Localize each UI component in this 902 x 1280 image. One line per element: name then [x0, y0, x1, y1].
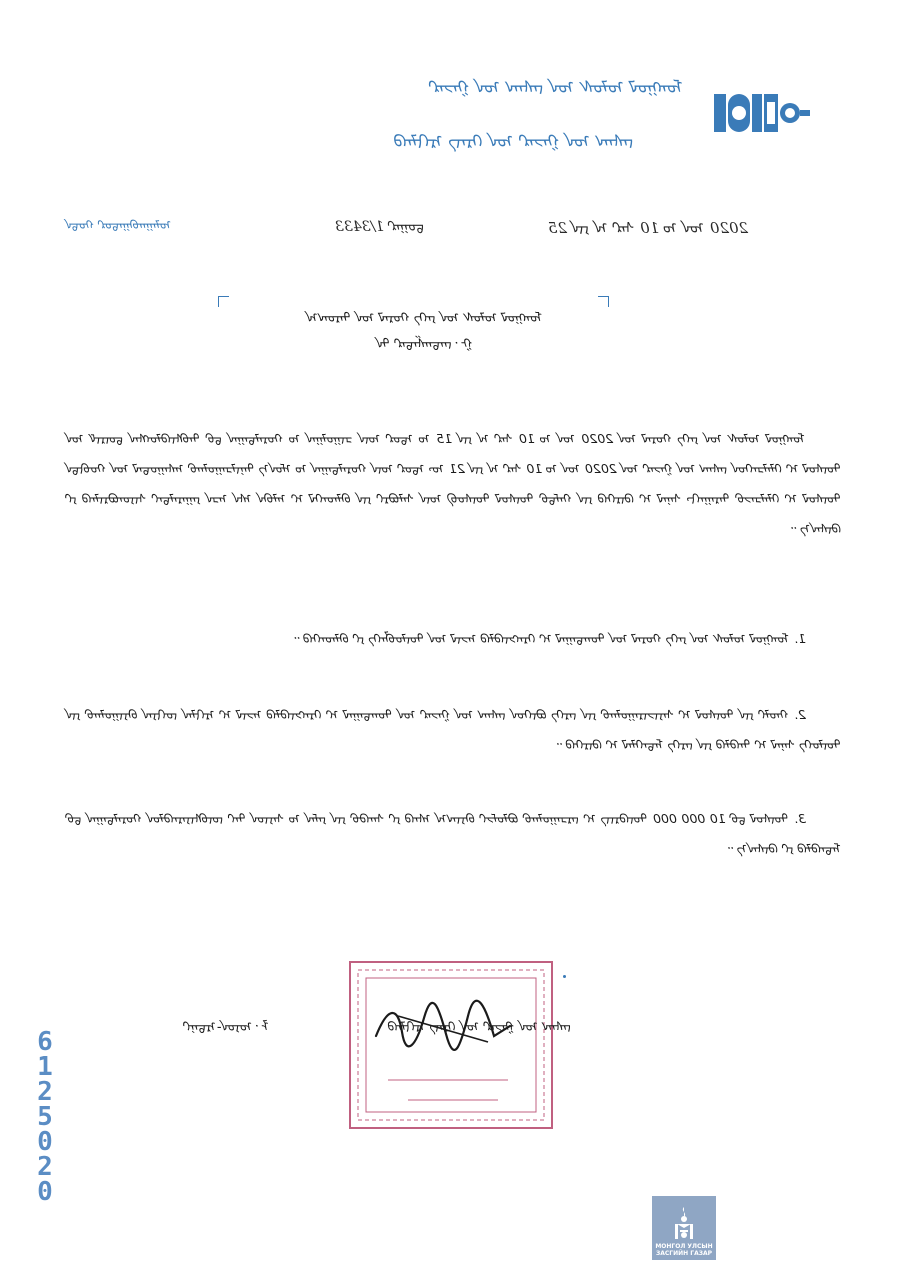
addressee-block: [250, 306, 600, 358]
government-logo: [652, 1196, 716, 1260]
gov-logo-text-2: ЗАСГИЙН ГАЗАР: [655, 1250, 713, 1257]
body-paragraph-1: ᠮᠣᠩᠭᠣᠯ ᠤᠯᠤᠰ ᠤᠨ ᠶᠡᠬᠡ ᠬᠤᠷᠠᠯ ᠤᠨ 2020 ᠣᠨ ᠤ 10 ᠰᠠᠷ ᠠ ᠶᠢᠨ 15 ᠤ ᠡᠳᠦᠷ ᠦᠨ ᠴᠢᠭᠤᠯᠭᠠᠨ ᠤ ᠬᠤᠷᠠᠯᠳᠠᠭᠠᠨ ᠳ᠋ᠤ ᠳᠡᠪᠰᠢᠭᠦᠯᠦᠭᠰᠡᠨ ᠳ᠋ᠦᠷᠢᠮ ᠤᠨ ᠲᠥᠰᠥᠯ ᠢ ᠬᠡᠯᠡᠯᠴᠡᠭᠡᠳ ᠵᠠᠰᠠᠭ ᠤᠨ ᠭᠠᠵᠠᠷ ᠤᠨ 2020 ᠣᠨ ᠤ 10 ᠰᠠᠷ ᠠ ᠶᠢᠨ 21 ᠦ ᠡᠳᠦᠷ ᠦᠨ ᠬᠤᠷᠠᠯᠳᠠᠭᠠᠨ ᠤ ᠡᠮᠦᠨ᠎ᠡ ᠲᠠᠨᠢᠯᠴᠠᠭᠤᠯᠬᠤ ᠠᠰᠠᠭᠤᠳᠠᠯ ᠤᠨ ᠬᠤᠪᠢᠳᠠ ᠲᠥᠰᠥᠯ ᠢ ᠬᠡᠯᠡᠯᠴᠡᠵᠦ ᠳᠠᠷᠠᠭᠠᠬᠢ ᠰᠠᠨᠠᠯ ᠢ ᠬᠦᠷᠭᠡᠬᠦ ᠶᠢᠨ ᠬᠠᠮᠲᠤ ᠲᠥᠰᠥᠯ ᠲᠥᠰᠥᠪ ᠦᠨ ᠰᠠᠯᠪᠤᠷᠢ ᠶᠢᠨ ᠪᠡᠯᠡᠳᠬᠡᠯ ᠢ ᠠᠯᠪᠠᠨ ᠡᠰᠡ ᠠᠴᠠ ᠶᠠᠭᠠᠷᠠᠯᠲᠠᠢ ᠰᠢᠶᠳᠪᠦᠷᠢᠯᠡᠬᠦ ᠶᠢ ᠬᠦᠰᠡᠨ᠎ᠡ᠃: [66, 431, 842, 536]
letterhead-title: ᠮᠣᠩᠭᠣᠯ ᠤᠯᠤᠰ ᠤᠨ ᠵᠠᠰᠠᠭ ᠤᠨ ᠭᠠᠵᠠᠷ: [430, 78, 685, 98]
signatory-name: ᠯ᠂ ᠣᠶᠤᠨ-ᠡᠷᠳᠡᠨᠢ: [183, 1020, 271, 1035]
gov-logo-text-1: МОНГОЛ УЛСЫН: [655, 1243, 713, 1250]
signatory-title: ᠵᠠᠰᠠᠭ ᠤᠨ ᠭᠠᠵᠠᠷ ᠤᠨ ᠬᠡᠷᠡᠭ ᠡᠷᠬᠢᠯᠡᠬᠦ: [388, 1020, 572, 1035]
soyombo-emblem-icon: [671, 1205, 697, 1241]
letterhead-subtitle: ᠵᠠᠰᠠᠭ ᠤᠨ ᠭᠠᠵᠠᠷ ᠤᠨ ᠬᠡᠷᠡᠭ ᠡᠷᠬᠢᠯᠡᠬᠦ: [395, 132, 635, 152]
body-paragraph-4: 3. ᠲᠥᠰᠥᠯ ᠳ᠋ᠤ 10 000 000 ᠲᠥᠭᠦᠷᠢᠭ ᠢ ᠵᠠᠷᠴᠠᠭᠤᠯᠬᠤ ᠪᠣᠯᠤᠮᠵᠢ ᠪᠠᠶᠢᠭ᠎ᠠ ᠡᠰᠡᠬᠦ ᠶᠢ ᠰᠠᠨᠬᠦᠦ ᠶᠢᠨ ᠶᠠᠮᠠᠨ ᠤ ᠰᠠᠶᠢᠳ ᠲᠠᠢ ᠵᠥᠪᠰᠢᠶᠡᠷᠡᠭᠦᠯᠦᠨ ᠬᠤᠷᠠᠯᠳᠠᠭᠠᠨ ᠳ᠋ᠤ ᠮᠡᠳᠡᠭᠦᠯᠬᠦ ᠶᠢ ᠬᠦᠰᠡᠨ᠎ᠡ᠃: [66, 811, 842, 856]
letter-number: ᠳ᠋ᠤᠭᠠᠷ 1/3433: [335, 219, 426, 235]
address-corner-left: [218, 296, 229, 307]
addressee-line: ᠭ᠂ ᠵᠠᠨᠳᠠᠨᠱᠠᠲᠠᠷ ᠲᠠ: [376, 337, 474, 352]
letter-date: 2020 ᠣᠨ ᠤ 10 ᠰᠠᠷ ᠠ ᠶᠢᠨ 25: [548, 219, 749, 237]
letter-place: ᠤᠯᠠᠭᠠᠨᠪᠠᠭᠠᠲᠤᠷ ᠬᠣᠲᠠ: [66, 218, 173, 232]
addressee-line: ᠮᠣᠩᠭᠣᠯ ᠤᠯᠤᠰ ᠤᠨ ᠶᠡᠬᠡ ᠬᠤᠷᠠᠯ ᠤᠨ ᠳᠠᠷᠤᠭ᠎ᠠ: [306, 311, 544, 326]
stamp-dot: [563, 975, 566, 978]
body-paragraph-2: 1. ᠮᠣᠩᠭᠣᠯ ᠤᠯᠤᠰ ᠤᠨ ᠶᠡᠬᠡ ᠬᠤᠷᠠᠯ ᠤᠨ ᠲᠣᠭᠲᠠᠭᠠᠯ ᠢ ᠬᠡᠷᠡᠭᠵᠢᠭᠦᠯᠬᠦ ᠠᠵᠢᠯ ᠤᠨ ᠲᠥᠯᠥᠪᠯᠡᠭᠡ ᠶᠢ ᠪᠡᠯᠡᠳᠬᠡᠬᠦ᠃: [295, 631, 806, 646]
handwritten-signature-icon: [368, 996, 518, 1056]
mongolian-script-emblem-icon: [712, 88, 812, 138]
body-paragraph-3: 2. ᠬᠠᠤᠯᠢ ᠶᠢᠨ ᠲᠥᠰᠥᠯ ᠢ ᠰᠠᠶᠢᠵᠢᠷᠠᠭᠤᠯᠬᠤ ᠶᠢᠨ ᠵᠡᠷᠭᠡ ᠪᠥᠭᠡᠳ ᠵᠠᠰᠠᠭ ᠤᠨ ᠭᠠᠵᠠᠷ ᠤᠨ ᠲᠣᠭᠲᠠᠭᠠᠯ ᠢ ᠬᠡᠷᠡᠭᠵᠢᠭᠦᠯᠬᠦ ᠠᠵᠢᠯ ᠢ ᠡᠷᠬᠢᠯᠡᠨ ᠵᠣᠬᠢᠶᠠᠨ ᠪᠠᠶᠢᠭᠤᠯᠬᠤ ᠶᠢᠨ ᠲᠥᠯᠥᠭᠡ ᠰᠠᠨᠠᠯ ᠢ ᠲᠡᠭᠦᠯᠬᠦ ᠶᠢᠨ ᠵᠡᠷᠭᠡ ᠮᠡᠳᠡᠭᠡᠯᠡᠯ ᠢ ᠬᠦᠷᠭᠡᠬᠦ᠃: [66, 707, 842, 752]
registration-number: 6125020: [37, 1027, 53, 1207]
